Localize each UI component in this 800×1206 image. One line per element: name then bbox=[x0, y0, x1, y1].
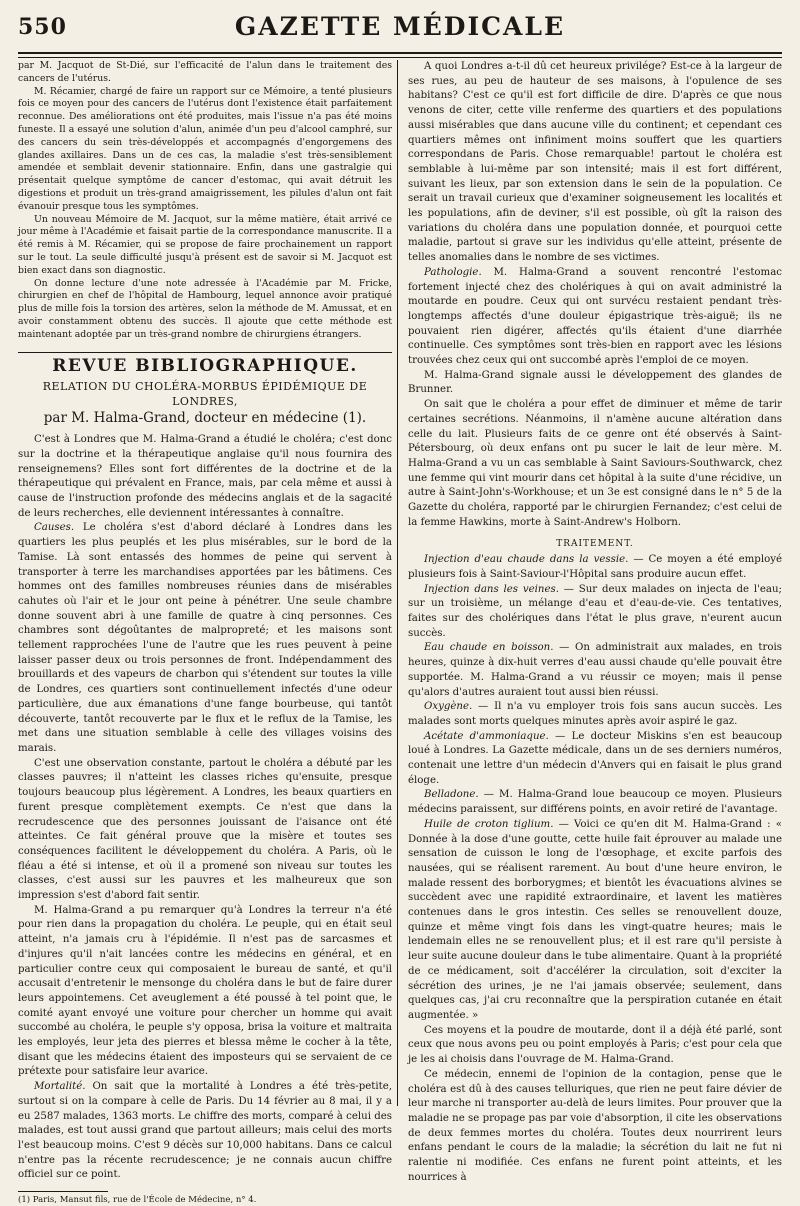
article-title: RELATION DU CHOLÉRA-MORBUS ÉPIDÉMIQUE DE LONDRES, bbox=[42, 380, 368, 409]
paragraph-lead: Acétate d'ammoniaque. bbox=[424, 730, 549, 742]
paragraph: M. Halma-Grand a pu remarquer qu'à Londres la terreur n'a été pour rien dans la propagation du choléra. Le peuple, qui en était seul atteint, n'a jamais cru à l'épidémie. Il n'est pas de sarcasmes et d'injures qu'il n'ait lancées contre les médecins en général, et en particulier contre ceux qui composaient le bureau de santé, et qu'il accusait d'entretenir le mensonge du choléra dans le but de faire durer leurs appointemens. Cet aveuglement a été poussé à tel point que, le comité ayant envoyé une voiture pour chercher un homme qui avait succombé au choléra, le peuple s'y opposa, brisa la voiture et maltraita les employés, leur jeta des pierres et blessa même le cocher à la tête, disant que les médecins étaient des imposteurs qui se servaient de ce prétexte pour satisfaire leur avarice. bbox=[18, 904, 392, 1078]
page-number: 550 bbox=[18, 14, 67, 40]
paragraph bbox=[408, 818, 782, 1024]
footnote: (1) Paris, Mansut fils, rue de l'École de Médecine, n° 4. bbox=[18, 1195, 257, 1206]
paragraph bbox=[408, 788, 782, 817]
paragraph-lead: Causes. bbox=[34, 522, 75, 534]
paragraph-text: — M. Halma-Grand loue beaucoup ce moyen. Plusieurs médecins paraissent, sur différens points, en avoir retiré de l'avantage. bbox=[408, 789, 782, 816]
paragraph-lead: Pathologie. bbox=[424, 266, 482, 278]
paragraph: Un nouveau Mémoire de M. Jacquot, sur la même matière, était arrivé ce jour même à l'Académie et faisait partie de la correspondance manuscrite. Il a été remis à M. Récamier, qui se propose de faire prochainement un rapport sur le tout. La seule difficulté jusqu'à présent est de savoir si M. Jacquot est bien exact dans son diagnostic. bbox=[18, 213, 392, 276]
page-header bbox=[18, 8, 782, 48]
paragraph: C'est à Londres que M. Halma-Grand a étudié le choléra; c'est donc sur la doctrine et la thérapeutique anglaise qu'il nous fournira des renseignemens? Elles sont fort différentes de la doctrine et de la thérapeutique qui prévalent en France, mais, par cela même et aussi à cause de l'instruction profonde des médecins anglais et de la sagacité de leurs recherches, elle deviennent intéressantes à connaître. bbox=[18, 434, 392, 519]
article-author: par M. Halma-Grand, docteur en médecine (1). bbox=[43, 410, 367, 427]
paragraph-lead: Mortalité. bbox=[34, 1081, 86, 1093]
paragraph-text: M. Halma-Grand a souvent rencontré l'estomac fortement injecté chez des cholériques à qui on avait administré la moutarde en poudre. Ceux qui ont survécu restaient pendant très-longtemps affectés d'une douleur épigastrique très-aiguë; ils ne pouvaient rien digérer, affectés qu'ils étaient d'une diarrhée continuelle. Ces symptômes sont très-bien en rapport avec les lésions trouvées chez ceux qui ont succombé après l'emploi de ce moyen. bbox=[408, 266, 782, 367]
right-column bbox=[408, 60, 783, 1183]
column-divider bbox=[397, 60, 398, 1106]
subheading: TRAITEMENT. bbox=[556, 538, 634, 549]
paragraph-lead: Injection d'eau chaude dans la vessie. bbox=[424, 554, 629, 566]
paragraph-text: Le choléra s'est d'abord déclaré à Londres dans les quartiers les plus peuplés et les plus misérables, sur le bord de la Tamise. Là sont entassés des hommes de peine qui servent à transporter à terre les marchandises apportées par les bâtimens. Ces hommes ont des familles nombreuses réunies dans de misérables cahutes où l'air et le jour ont peine à pénétrer. Une seule chambre donne souvent abri à une famille de quatre à cinq personnes. Ces chambres sont dégoûtantes de malpropreté; et les maisons sont tellement rapprochées l'une de l'autre que les rues peuvent à peine laisser passer deux ou trois personnes de front. Indépendamment des brouillards et des vapeurs de charbon qui s'étendent sur toutes la ville de Londres, ces quartiers sont continuellement infectés d'une odeur particulière, due aux émanations d'une fange bourbeuse, qui tantôt découverte, tantôt recouverte par le flux et le reflux de la Tamise, les met dans une situation semblable à celle des villages voisins des marais. bbox=[18, 522, 392, 754]
paragraph-text: — On administrait aux malades, en trois heures, quinze à dix-huit verres d'eau aussi chaude qu'elle pouvait être supportée. M. Halma-Grand a vu réussir ce moyen; mais il pense qu'alors d'autres auraient tout aussi bien réussi. bbox=[408, 642, 782, 698]
paragraph: M. Récamier, chargé de faire un rapport sur ce Mémoire, a tenté plusieurs fois ce moyen pour des cancers de l'utérus dont l'existence était parfaitement reconnue. Des améliorations ont été produites, mais l'issue n'a pas été moins funeste. Il a essayé une solution d'alun, animée d'un peu d'alcool camphré, sur des cancers du sein très-développés et accompagnés d'engorgemens des glandes axillaires. Dans un de ces cas, la maladie s'est très-sensiblement amendée et semblait devenir stationnaire. Enfin, dans une gastralgie qui présentait quelque symptôme de cancer d'estomac, qui avait détruit les digestions et produit un très-grand amaigrissement, les pilules d'alun ont fait évanouir presque tous les symptômes. bbox=[18, 85, 392, 212]
paragraph bbox=[408, 553, 782, 582]
paragraph-lead: Belladone. bbox=[424, 789, 479, 801]
left-column bbox=[18, 60, 392, 1206]
paragraph bbox=[408, 266, 782, 369]
paragraph-text: On sait que la mortalité à Londres a été très-petite, surtout si on la compare à celle de Paris. Du 14 février au 8 mai, il y a eu 2587 malades, 1363 morts. Le chiffre des morts, comparé à celui des malades, est tout aussi grand que partout ailleurs; mais celui des morts l'est beaucoup moins. C'est 9 décès sur 10,000 habitans. Dans ce calcul n'entre pas la récente recrudescence; je ne connais aucun chiffre officiel sur ce point. bbox=[18, 1081, 392, 1181]
paragraph: Ces moyens et la poudre de moutarde, dont il a déjà été parlé, sont ceux que nous avons peu ou point employés à Paris; c'est pour cela que je les ai choisis dans l'ouvrage de M. Halma-Grand. bbox=[408, 1024, 782, 1066]
paragraph-text: — Il n'a vu employer trois fois sans aucun succès. Les malades sont morts quelques minutes après avoir aspiré le gaz. bbox=[408, 701, 782, 727]
paragraph: M. Halma-Grand signale aussi le développement des glandes de Brunner. bbox=[408, 369, 782, 396]
footnote-rule bbox=[18, 1191, 108, 1192]
paragraph bbox=[408, 730, 782, 789]
paragraph-text: — Voici ce qu'en dit M. Halma-Grand : « Donnée à la dose d'une goutte, cette huile fait éprouver au malade une sensation de cuisson le long de l'œsophage, et excite parfois des nausées, qui se réalisent rarement. Au bout d'une heure environ, le malade ressent des borborygmes; et bientôt les évacuations alvines se succèdent avec une rapidité extraordinaire, et lavent les matières contenues dans le gros intestin. Ces selles se renouvellent douze, quinze et même vingt fois dans les vingt-quatre heures; mais le lendemain elles ne se renouvellent plus; et il est rare qu'il persiste à leur suite aucune douleur dans le tube alimentaire. Quant à la propriété de ce médicament, soit d'accélérer la circulation, soit d'exciter la sécrétion des urines, je ne l'ai jamais observée; seulement, dans quelques cas, j'ai cru reconnaître que la perspiration cutanée en était augmentée. » bbox=[408, 818, 782, 1021]
paragraph: C'est une observation constante, partout le choléra a débuté par les classes pauvres; il n'atteint les classes riches qu'ensuite, presque toujours beaucoup plus légèrement. A Londres, les beaux quartiers en furent presque complètement exempts. Ce n'est que dans la recrudescence que des personnes jouissant de l'aisance ont été atteintes. Ce fait général prouve que la misère et toutes ses conséquences facilitent le développement du choléra. A Paris, où le fléau a été si intense, et où il a promené son niveau sur toutes les classes, c'est aussi sur les pauvres et les malheureux que son impression s'est d'abord fait sentir. bbox=[18, 757, 392, 902]
paragraph-text: — Le docteur Miskins s'en est beaucoup loué à Londres. La Gazette médicale, dans un de ses derniers numéros, contenait une lettre d'un médecin d'Anvers qui en faisait le plus grand éloge. bbox=[408, 730, 782, 786]
header-rule bbox=[18, 52, 782, 58]
paragraph bbox=[408, 641, 782, 700]
paragraph: par M. Jacquot de St-Dié, sur l'efficacité de l'alun dans le traitement des cancers de l'utérus. bbox=[18, 60, 392, 84]
paragraph-lead: Huile de croton tiglium. bbox=[424, 818, 554, 830]
paragraph bbox=[18, 521, 392, 756]
paragraph-lead: Oxygène. bbox=[424, 701, 473, 713]
paragraph bbox=[408, 583, 782, 642]
paragraph-text: — Ce moyen a été employé plusieurs fois à Saint-Saviour-l'Hôpital sans produire aucun effet. bbox=[408, 554, 783, 580]
paragraph: A quoi Londres a-t-il dû cet heureux privilége? Est-ce à la largeur de ses rues, au peu de hauteur de ses maisons, à l'opulence de ses habitans? C'est ce qu'il est fort difficile de dire. D'après ce que nous venons de citer, cette ville renferme des quartiers et des populations aussi misérables que dans aucune ville du continent; et cependant ces quartiers mêmes ont infiniment moins souffert que les quartiers correspondans de Paris. Chose remarquable! partout le choléra est semblable à lui-même par son intensité; mais il est fort différent, suivant les lieux, par son extension dans le sein de la population. Ce serait un travail curieux que d'examiner soigneusement les localités et les populations, afin de deviner, s'il est possible, où gît la raison des variations du choléra dans une population donnée, et pourquoi cette maladie, partout si grave sur les individus qu'elle atteint, présente de telles anomalies dans le nombre de ses victimes. bbox=[408, 61, 782, 264]
paragraph-text: — Sur deux malades on injecta de l'eau; sur un troisième, un mélange d'eau et d'eau-de-vie. Ces tentatives, faites sur des cholériques dans l'état le plus grave, n'eurent aucun succès. bbox=[408, 583, 782, 639]
paragraph bbox=[408, 700, 782, 729]
section-title: REVUE BIBLIOGRAPHIQUE. bbox=[18, 352, 392, 374]
paragraph bbox=[18, 1080, 392, 1183]
paragraph-lead: Eau chaude en boisson. bbox=[424, 642, 554, 654]
paragraph: On sait que le choléra a pour effet de diminuer et même de tarir certaines secrétions. Néanmoins, il n'amène aucune altération dans celle du lait. Plusieurs faits de ce genre ont été observés à Saint-Pétersbourg, où deux enfans ont pu sucer le lait de leur mère. M. Halma-Grand a vu un cas semblable à Saint Saviours-Southwarck, chez une femme qui vint mourir dans cet hôpital à la suite d'une récidive, un autre à Saint-John's-Workhouse; et un 3e est consigné dans le n° 5 de la Gazette du choléra, rapporté par le chirurgien Fernandez; c'est celui de la femme Hawkins, morte à Saint-Andrew's Holborn. bbox=[408, 399, 782, 528]
paragraph: On donne lecture d'une note adressée à l'Académie par M. Fricke, chirurgien en chef de l'hôpital de Hambourg, lequel annonce avoir pratiqué plus de mille fois la torsion des artères, selon la méthode de M. Amussat, et en avoir constamment obtenu des succès. Il ajoute que cette méthode est maintenant adoptée par un très-grand nombre de chirurgiens étrangers. bbox=[18, 277, 392, 340]
paragraph: Ce médecin, ennemi de l'opinion de la contagion, pense que le choléra est dû à des causes telluriques, que rien ne peut faire dévier de leur marche ni transporter au-delà de leurs limites. Pour prouver que la maladie ne se propage pas par voie d'absorption, il cite les observations de deux femmes mortes du choléra. Toutes deux nourrirent leurs enfans pendant le cours de la maladie; la sécrétion du lait ne fut ni ralentie ni modifiée. Ces enfans ne furent point atteints, et les nourrices à bbox=[408, 1068, 782, 1183]
paragraph-lead: Injection dans les veines. bbox=[424, 583, 559, 595]
running-title: GAZETTE MÉDICALE bbox=[234, 12, 566, 41]
